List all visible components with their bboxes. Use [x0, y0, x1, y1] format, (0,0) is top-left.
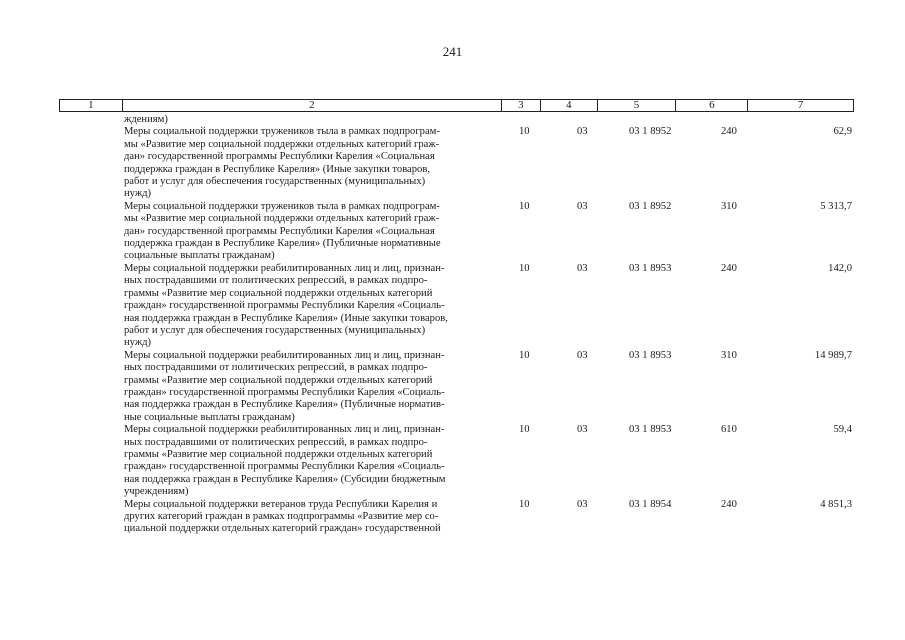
table-row: [0, 350, 905, 424]
row-target-code: 03 1 8954: [629, 498, 672, 510]
row-target-code: 03 1 8952: [629, 200, 672, 212]
header-col-1: 1: [60, 100, 123, 111]
header-col-3: 3: [502, 100, 541, 111]
row-expense-type: 310: [721, 200, 737, 212]
row-subsection: 03: [577, 126, 588, 138]
row-expense-type: 310: [721, 349, 737, 361]
row-amount: 142,0: [828, 262, 852, 274]
header-col-5: 5: [598, 100, 677, 111]
table-row: [0, 424, 905, 498]
header-col-7: 7: [797, 99, 804, 111]
table-header-row: [59, 99, 854, 112]
row-expense-type: 240: [721, 262, 737, 274]
table-row: [0, 263, 905, 350]
row-amount: 59,4: [833, 424, 852, 436]
page-number: 241: [442, 44, 463, 59]
row-subsection: 03: [577, 349, 588, 361]
row-amount: 5 313,7: [820, 200, 852, 212]
row-target-code: 03 1 8953: [629, 349, 672, 361]
table-body: [0, 114, 905, 536]
row-amount: 62,9: [833, 126, 852, 138]
continuation-text: ждениям): [124, 114, 168, 125]
row-amount: 14 989,7: [814, 349, 852, 361]
table-row: [0, 126, 905, 200]
row-section: 10: [519, 126, 530, 138]
row-target-code: 03 1 8953: [629, 424, 672, 436]
row-expense-type: 240: [721, 126, 737, 138]
header-col-4: 4: [541, 100, 598, 111]
continuation-row: [0, 114, 905, 126]
row-description: Меры социальной поддержки реабилитированных лиц и лиц, признан- ных пострадавшими от политических репрессий, в рамках подпро- граммы «Развитие мер социальной поддержки отдельных категорий граждан» государственной программы Республики Карелия «Социаль- ная поддержка граждан в Республике Карелия» (Иные закупки товаров, работ и услуг для обеспечения государственных (муниципальных) нужд): [124, 262, 448, 349]
row-expense-type: 240: [721, 498, 737, 510]
row-subsection: 03: [577, 424, 588, 436]
row-description: Меры социальной поддержки реабилитированных лиц и лиц, признан- ных пострадавшими от политических репрессий, в рамках подпро- граммы «Развитие мер социальной поддержки отдельных категорий граждан» государственной программы Республики Карелия «Социаль- ная поддержка граждан в Республике Карелия» (Субсидии бюджетным учреждениям): [124, 424, 446, 498]
row-section: 10: [519, 262, 530, 274]
header-col-2: 2: [123, 100, 502, 111]
row-section: 10: [519, 349, 530, 361]
row-description: Меры социальной поддержки тружеников тыла в рамках подпрограм- мы «Развитие мер социальной поддержки отдельных категорий граж- дан» государственной программы Республики Карелия «Социальная поддержка граждан в Республике Карелия» (Иные закупки товаров, работ и услуг для обеспечения государственных (муниципальных) нужд): [124, 126, 440, 200]
row-target-code: 03 1 8953: [629, 262, 672, 274]
row-description: Меры социальной поддержки реабилитированных лиц и лиц, признан- ных пострадавшими от политических репрессий, в рамках подпро- граммы «Развитие мер социальной поддержки отдельных категорий граждан» государственной программы Республики Карелия «Социаль- ная поддержка граждан в Республике Карелия» (Публичные норматив- ные социальные выплаты гражданам): [124, 349, 445, 423]
row-target-code: 03 1 8952: [629, 126, 672, 138]
row-section: 10: [519, 498, 530, 510]
row-description: Меры социальной поддержки ветеранов труда Республики Карелия и других категорий граждан в рамках подпрограммы «Развитие мер со- циальной поддержки отдельных категорий граждан» государственной: [124, 498, 441, 535]
header-col-6: 6: [676, 100, 748, 111]
row-subsection: 03: [577, 200, 588, 212]
row-section: 10: [519, 200, 530, 212]
row-subsection: 03: [577, 262, 588, 274]
row-description: Меры социальной поддержки тружеников тыла в рамках подпрограм- мы «Развитие мер социальной поддержки отдельных категорий граж- дан» государственной программы Республики Карелия «Социальная поддержка граждан в Республике Карелия» (Публичные нормативные социальные выплаты гражданам): [124, 200, 441, 262]
table-row: [0, 499, 905, 536]
row-amount: 4 851,3: [820, 498, 852, 510]
row-expense-type: 610: [721, 424, 737, 436]
row-subsection: 03: [577, 498, 588, 510]
table-row: [0, 201, 905, 263]
row-section: 10: [519, 424, 530, 436]
